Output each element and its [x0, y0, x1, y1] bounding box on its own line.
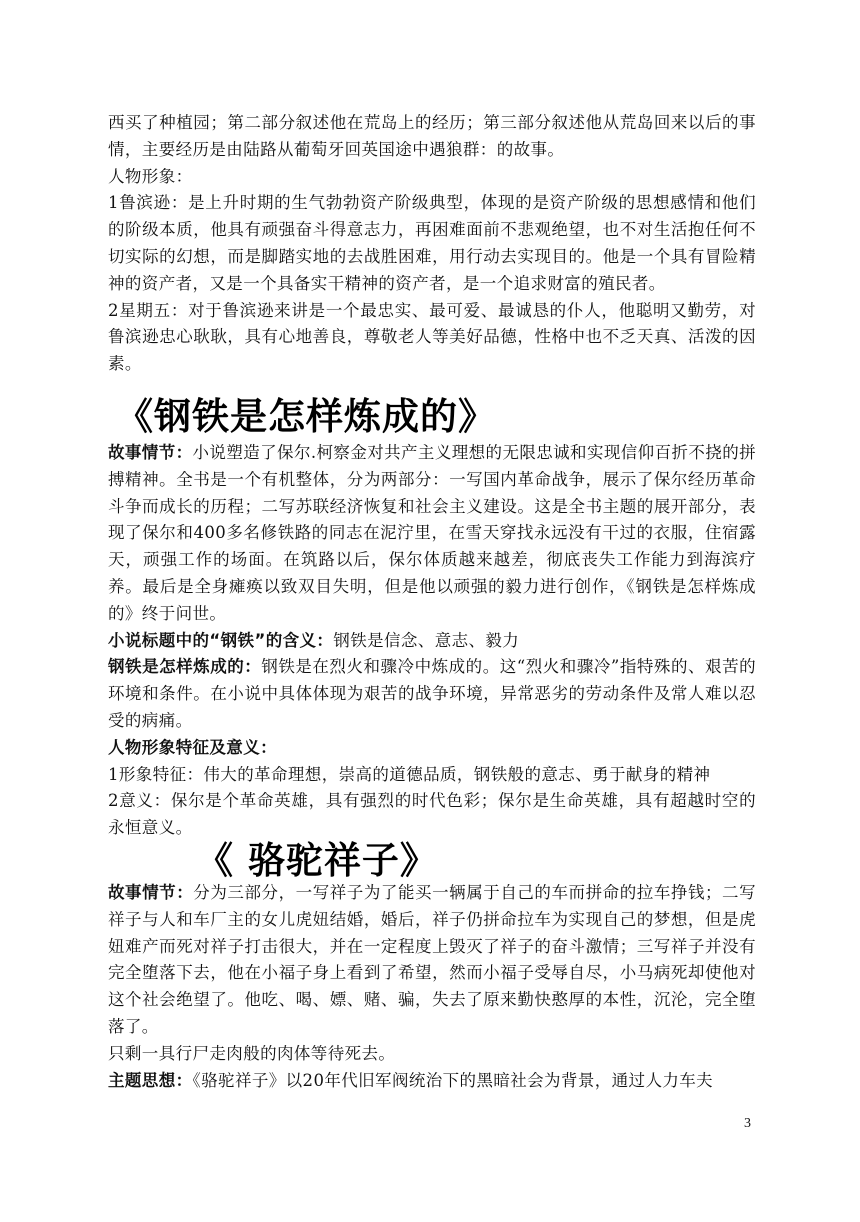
- label-characters: 人物形象特征及意义：: [108, 737, 277, 757]
- paragraph-camel-extra: 只剩一具行尸走肉般的肉体等待死去。: [108, 1043, 396, 1063]
- steel-plot-text: 小说塑造了保尔.柯察金对共产主义理想的无限忠诚和实现信仰百折不挠的拼搏精神。全书是一个有机整体，分为两部分：一写国内革命战争，展示了保尔经历革命斗争而成长的历程；二写苏联经济恢复和社会主义建设。这是全书主题的展开部分，表现了保尔和400多名修铁路的同志在泥泞里，在雪天穿找永远没有干过的衣服，住宿露天，顽强工作的场面。在筑路以后，保尔体质越来越差，彻底丧失工作能力到海滨疗养。最后是全身瘫痪以致双目失明，但是他以顽强的毅力进行创作，《钢铁是怎样炼成的》终于问世。: [108, 443, 756, 623]
- paragraph-camel-theme: [108, 1068, 756, 1095]
- paragraph-plot-end: 西买了种植园；第二部分叙述他在荒岛上的经历；第三部分叙述他从荒岛回来以后的事情，主要经历是由陆路从葡萄牙回英国途中遇狼群：的故事。: [108, 113, 756, 159]
- text-block-robinson: [108, 110, 756, 378]
- section-title-steel: 《钢铁是怎样炼成的》: [116, 395, 496, 438]
- paragraph-camel-plot: [108, 880, 756, 1041]
- text-block-steel: [108, 440, 756, 842]
- paragraph-char-significance: 2意义：保尔是个革命英雄，具有强烈的时代色彩；保尔是生命英雄，具有超越时空的永恒意义。: [108, 791, 756, 838]
- paragraph-char-features: 1形象特征：伟大的革命理想，崇高的道德品质，钢铁般的意志、勇于献身的精神: [108, 764, 711, 784]
- paragraph-steel-plot: [108, 440, 756, 628]
- camel-plot-text: 分为三部分，一写祥子为了能买一辆属于自己的车而拼命的拉车挣钱；二写祥子与人和车厂主的女儿虎妞结婚，婚后，祥子仍拼命拉车为实现自己的梦想，但是虎妞难产而死对祥子打击很大，并在一定程度上毁灭了祥子的奋斗激情；三写祥子并没有完全堕落下去，他在小福子身上看到了希望，然而小福子受辱自尽，小马病死却使他对这个社会绝望了。他吃、喝、嫖、赌、骗，失去了原来勤快憨厚的本性，沉沦，完全堕落了。: [108, 883, 757, 1036]
- label-how: 钢铁是怎样炼成的：: [108, 657, 262, 677]
- paragraph-characters-heading: 人物形象：: [108, 166, 193, 186]
- steel-how-text: 钢铁是在烈火和骤冷中炼成的。这“烈火和骤冷”指特殊的、艰苦的环境和条件。在小说中具体体现为艰苦的战争环境，异常恶劣的劳动条件及常人难以忍受的病痛。: [108, 657, 756, 730]
- label-theme: 主题思想：: [108, 1070, 193, 1090]
- text-block-camel: [108, 880, 756, 1094]
- label-plot-camel: 故事情节：: [108, 883, 194, 902]
- section-title-camel: 《 骆驼祥子》: [196, 839, 438, 882]
- paragraph-robinson: 1鲁滨逊：是上升时期的生气勃勃资产阶级典型，体现的是资产阶级的思想感情和他们的阶级本质，他具有顽强奋斗得意志力，再困难面前不悲观绝望，也不对生活抱任何不切实际的幻想，而是脚踏实地的去战胜困难，用行动去实现目的。他是一个具有冒险精神的资产者，又是一个具备实干精神的资产者，是一个追求财富的殖民者。: [108, 193, 756, 293]
- steel-meaning-text: 钢铁是信念、意志、毅力: [333, 630, 520, 650]
- label-meaning: 小说标题中的“钢铁”的含义：: [108, 630, 334, 650]
- label-plot: 故事情节：: [108, 443, 193, 462]
- page-number: 3: [744, 1116, 751, 1131]
- paragraph-friday: 2星期五：对于鲁滨逊来讲是一个最忠实、最可爱、最诚恳的仆人，他聪明又勤劳，对鲁滨逊忠心耿耿，具有心地善良，尊敬老人等美好品德，性格中也不乏天真、活泼的因素。: [108, 300, 756, 374]
- camel-theme-text: 《骆驼祥子》以20年代旧军阀统治下的黑暗社会为背景，通过人力车夫: [192, 1070, 714, 1090]
- paragraph-steel-how: [108, 654, 756, 734]
- paragraph-steel-meaning: [108, 628, 756, 655]
